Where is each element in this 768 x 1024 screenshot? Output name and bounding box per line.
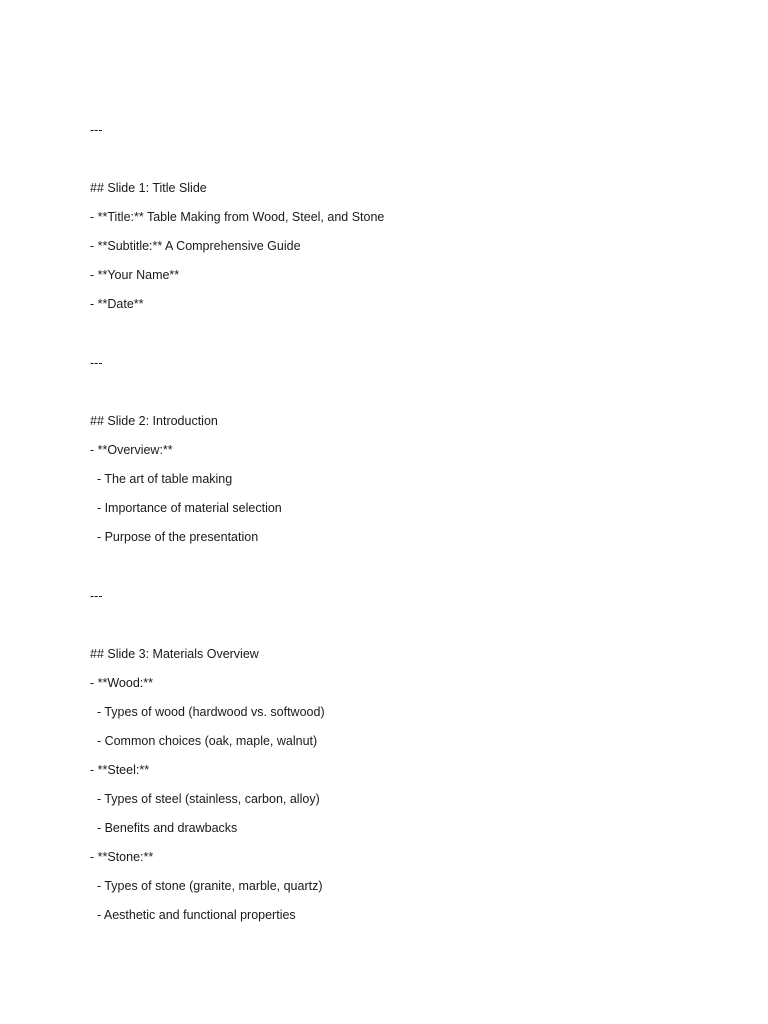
slide-1-heading: ## Slide 1: Title Slide	[90, 181, 207, 195]
slide-3-bullet: - Benefits and drawbacks	[90, 821, 238, 835]
slide-1-title-line: - **Title:** Table Making from Wood, Steel, and Stone	[90, 210, 385, 224]
slide-2-overview-line: - **Overview:**	[90, 443, 173, 457]
slide-1-subtitle-line: - **Subtitle:** A Comprehensive Guide	[90, 239, 301, 253]
slide-1-date-line: - **Date**	[90, 297, 144, 311]
slide-2-bullet: - The art of table making	[90, 472, 233, 486]
slide-3-bullet: - Common choices (oak, maple, walnut)	[90, 734, 318, 748]
separator-line: ---	[90, 589, 103, 603]
slide-2-bullet: - Importance of material selection	[90, 501, 282, 515]
slide-3-heading: ## Slide 3: Materials Overview	[90, 647, 259, 661]
slide-2-heading: ## Slide 2: Introduction	[90, 414, 218, 428]
slide-1-name-line: - **Your Name**	[90, 268, 180, 282]
slide-3-steel-line: - **Steel:**	[90, 763, 150, 777]
slide-3-bullet: - Aesthetic and functional properties	[90, 908, 296, 922]
slide-3-bullet: - Types of wood (hardwood vs. softwood)	[90, 705, 325, 719]
separator-line: ---	[90, 356, 103, 370]
slide-3-wood-line: - **Wood:**	[90, 676, 153, 690]
slide-3-bullet: - Types of steel (stainless, carbon, alloy)	[90, 792, 320, 806]
slide-2-bullet: - Purpose of the presentation	[90, 530, 259, 544]
slide-3-stone-line: - **Stone:**	[90, 850, 154, 864]
separator-line: ---	[90, 123, 103, 137]
slide-3-bullet: - Types of stone (granite, marble, quartz)	[90, 879, 323, 893]
